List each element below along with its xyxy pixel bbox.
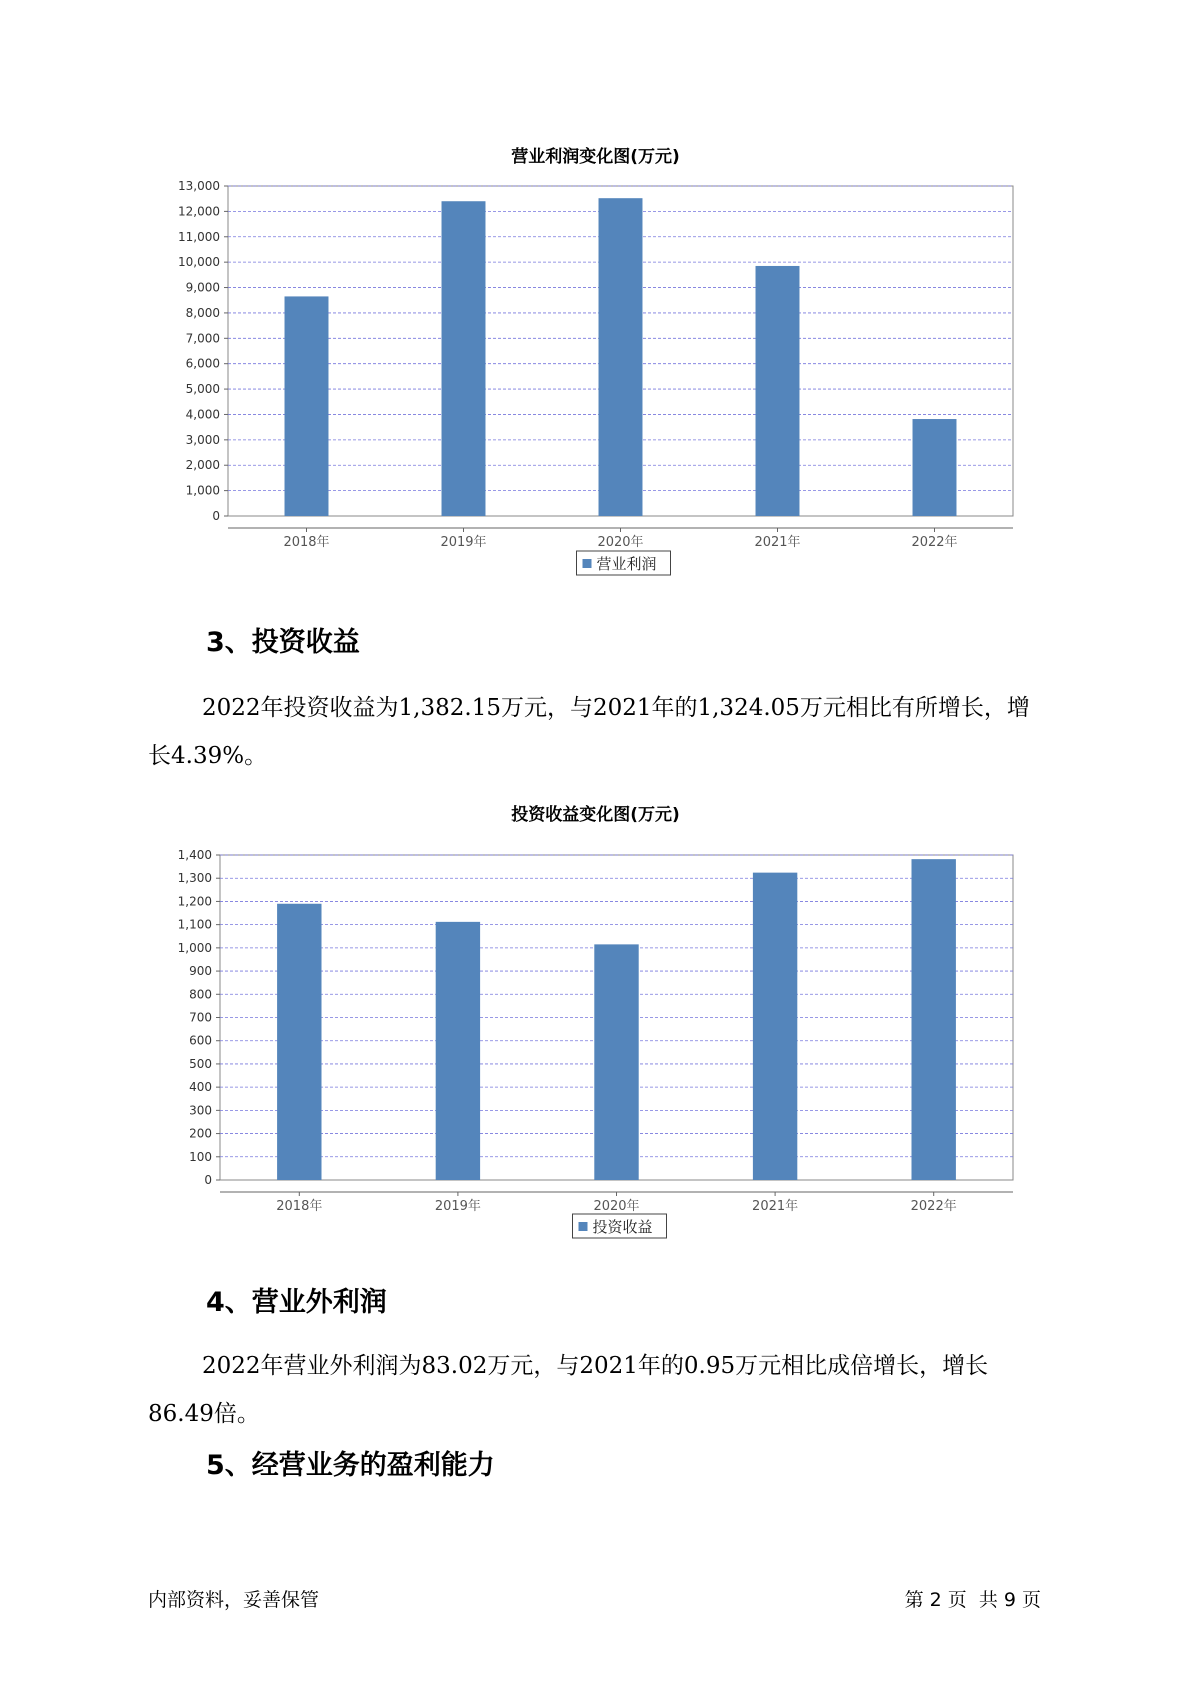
paragraph-non-operating-profit: 2022年营业外利润为83.02万元，与2021年的0.95万元相比成倍增长，增长86.49倍。 [148,1353,989,1427]
y-tick-label: 0 [204,1173,212,1187]
y-tick-label: 12,000 [178,204,220,219]
x-tick-label: 2018年 [276,1199,323,1214]
y-tick-label: 900 [189,964,212,979]
chart-title-investment-income: 投资收益变化图(万元) [511,805,680,825]
y-tick-label: 300 [189,1103,212,1118]
x-tick-label: 2019年 [434,1199,481,1214]
operating-profit-chart [0,170,1191,590]
y-tick-label: 0 [212,509,220,523]
x-tick-label: 2021年 [752,1199,799,1214]
y-tick-label: 1,000 [185,483,220,498]
y-tick-label: 3,000 [185,432,220,447]
y-tick-label: 9,000 [185,280,220,295]
y-tick-label: 11,000 [178,229,220,244]
y-tick-label: 8,000 [185,305,220,320]
y-tick-label: 200 [189,1126,212,1141]
chart-title-operating-profit: 营业利润变化图(万元) [511,147,680,167]
section-heading-non-operating-profit: 4、营业外利润 [206,1287,387,1318]
y-tick-label: 400 [189,1080,212,1095]
bar [753,873,797,1180]
y-tick-label: 1,100 [177,917,212,932]
y-tick-label: 1,300 [177,871,212,886]
bar [277,904,321,1180]
bar [285,296,329,516]
y-tick-label: 1,200 [177,894,212,909]
legend-label: 投资收益 [592,1218,653,1236]
x-tick-label: 2019年 [440,535,487,550]
section-heading-investment-income: 3、投资收益 [206,627,360,658]
y-tick-label: 600 [189,1033,212,1048]
y-tick-label: 5,000 [185,382,220,397]
legend-label: 营业利润 [596,555,657,573]
y-tick-label: 2,000 [185,458,220,473]
y-tick-label: 13,000 [178,179,220,193]
y-tick-label: 1,000 [177,940,212,955]
y-tick-label: 10,000 [178,255,220,270]
x-tick-label: 2018年 [283,535,330,550]
y-tick-label: 7,000 [185,331,220,346]
y-tick-label: 6,000 [185,356,220,371]
y-tick-label: 4,000 [185,407,220,422]
y-tick-label: 1,400 [177,848,212,862]
bar [599,198,643,516]
x-tick-label: 2022年 [911,535,958,550]
bar [913,419,957,516]
bar [594,944,638,1180]
legend-swatch [583,559,592,568]
bar [911,859,955,1180]
y-tick-label: 800 [189,987,212,1002]
bar [442,201,486,516]
x-tick-label: 2021年 [754,535,801,550]
footer-confidential-note: 内部资料，妥善保管 [148,1589,320,1611]
bar [436,922,480,1180]
footer-page-number: 第 2 页 共 9 页 [904,1589,1041,1611]
x-tick-label: 2020年 [597,535,644,550]
section-heading-profitability: 5、经营业务的盈利能力 [206,1450,495,1481]
x-tick-label: 2020年 [593,1199,640,1214]
paragraph-investment-income: 2022年投资收益为1,382.15万元，与2021年的1,324.05万元相比有所增长，增长4.39%。 [148,695,1030,769]
legend-swatch [579,1222,588,1231]
y-tick-label: 500 [189,1056,212,1071]
y-tick-label: 700 [189,1010,212,1025]
y-tick-label: 100 [189,1149,212,1164]
bar [756,266,800,516]
x-tick-label: 2022年 [910,1199,957,1214]
investment-income-chart [0,830,1191,1250]
